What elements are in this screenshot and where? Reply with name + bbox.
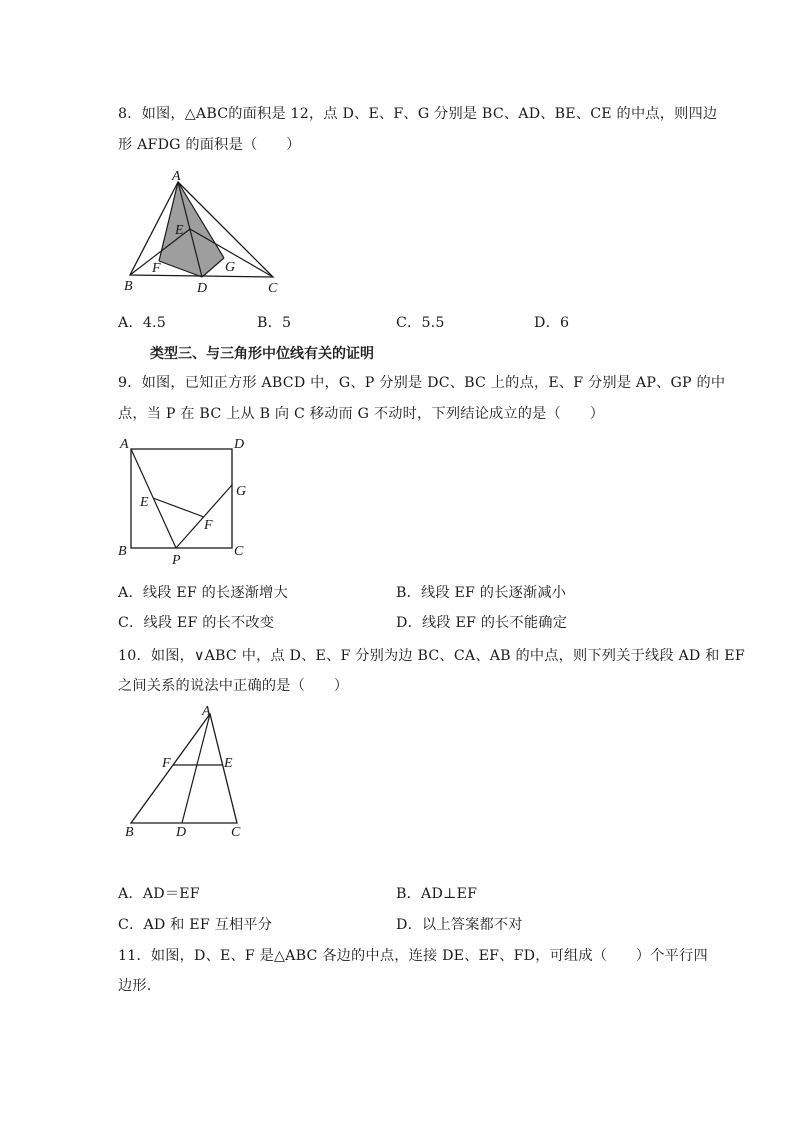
q9-text-line1: 9．如图，已知正方形 ABCD 中，G、P 分别是 DC、BC 上的点，E、F 分别是 AP、GP 的中 bbox=[118, 375, 726, 391]
q9-label-a: A bbox=[120, 437, 129, 452]
q8-label-e: E bbox=[175, 223, 184, 238]
q9-text-line2: 点，当 P 在 BC 上从 B 向 C 移动而 G 不动时，下列结论成立的是（ ） bbox=[118, 406, 605, 422]
q9-label-g: G bbox=[236, 484, 247, 499]
q8-text-line1: 8．如图，△ABC的面积是 12，点 D、E、F、G 分别是 BC、AD、BE、CE 的中点，则四边 bbox=[118, 106, 718, 122]
q10-label-d: D bbox=[176, 825, 187, 840]
q10-label-a: A bbox=[202, 704, 211, 719]
q9-label-b: B bbox=[118, 544, 127, 559]
section-heading: 类型三、与三角形中位线有关的证明 bbox=[150, 346, 374, 362]
q8-label-b: B bbox=[124, 279, 133, 294]
q9-option-d: D．线段 EF 的长不能确定 bbox=[396, 615, 568, 631]
q10-label-e: E bbox=[224, 756, 233, 771]
q8-label-a: A bbox=[172, 169, 181, 184]
q10-text-line2: 之间关系的说法中正确的是（ ） bbox=[118, 678, 349, 694]
q8-label-f: F bbox=[152, 261, 161, 276]
q9-label-c: C bbox=[234, 544, 244, 559]
q10-option-c: C．AD 和 EF 互相平分 bbox=[118, 917, 273, 933]
q8-option-b: B．5 bbox=[257, 315, 292, 331]
q9-label-f: F bbox=[204, 518, 213, 533]
q9-option-c: C．线段 EF 的长不改变 bbox=[118, 615, 275, 631]
q9-label-d: D bbox=[234, 437, 245, 452]
q11-text-line1: 11．如图，D、E、F 是△ABC 各边的中点，连接 DE、EF、FD，可组成（ ）个平行四 bbox=[118, 948, 708, 964]
q10-text-line1: 10．如图，∨ABC 中，点 D、E、F 分别为边 BC、CA、AB 的中点，则下列关于线段 AD 和 EF bbox=[118, 648, 745, 664]
q10-label-f: F bbox=[162, 756, 171, 771]
q8-label-d: D bbox=[197, 281, 208, 296]
q10-label-c: C bbox=[231, 825, 241, 840]
q9-option-b: B．线段 EF 的长逐渐减小 bbox=[396, 585, 567, 601]
q10-option-b: B．AD⊥EF bbox=[396, 886, 478, 902]
q9-option-a: A．线段 EF 的长逐渐增大 bbox=[118, 585, 288, 601]
q10-segment-ad bbox=[182, 714, 210, 823]
q8-option-d: D．6 bbox=[534, 315, 570, 331]
q9-label-p: P bbox=[172, 553, 181, 568]
q11-text-line2: 边形. bbox=[118, 978, 152, 994]
q8-label-g: G bbox=[225, 260, 236, 275]
q10-option-d: D．以上答案都不对 bbox=[396, 917, 523, 933]
q9-figure bbox=[116, 432, 256, 568]
q8-text-line2: 形 AFDG 的面积是（ ） bbox=[118, 137, 301, 153]
q10-triangle-abc bbox=[131, 714, 237, 823]
q8-label-c: C bbox=[268, 281, 278, 296]
q8-option-c: C．5.5 bbox=[396, 315, 445, 331]
q8-option-a: A．4.5 bbox=[118, 315, 166, 331]
q10-label-b: B bbox=[125, 825, 134, 840]
q9-label-e: E bbox=[140, 495, 149, 510]
q10-figure bbox=[118, 700, 252, 840]
q10-option-a: A．AD＝EF bbox=[118, 886, 200, 902]
q8-figure bbox=[118, 165, 288, 297]
